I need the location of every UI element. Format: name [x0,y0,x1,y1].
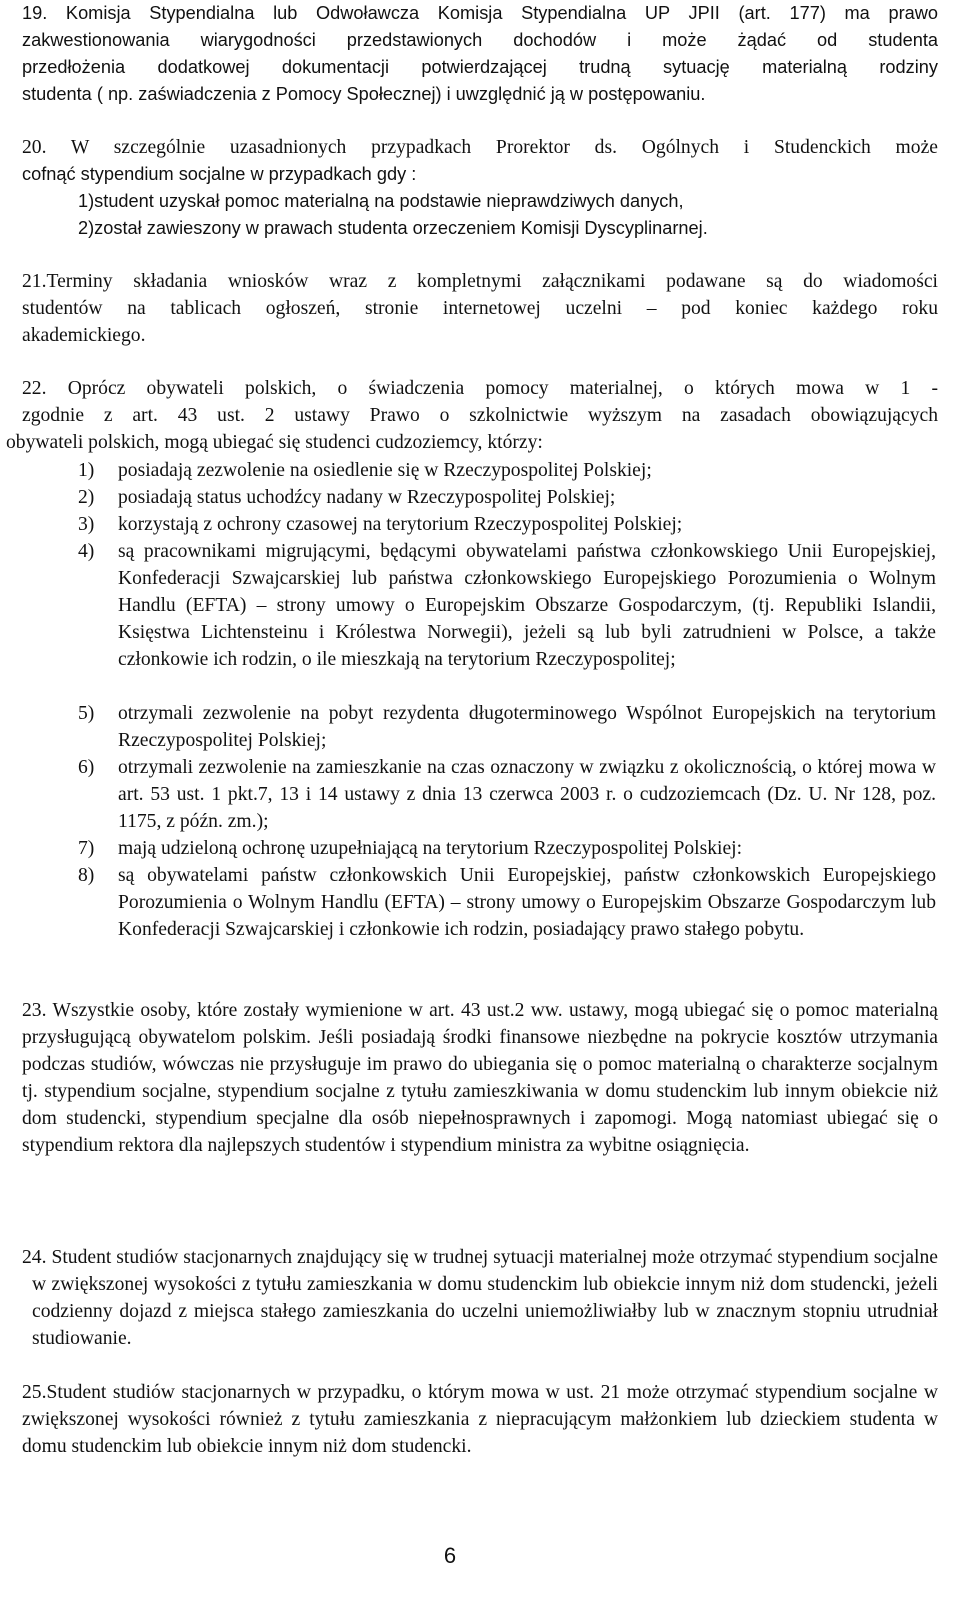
list-item [78,538,936,673]
list-item-number: 3) [78,514,95,535]
paragraph-20 [22,134,938,242]
paragraph-line: zakwestionowania wiarygodności przedstawionych dochodów i może żądać od studenta [22,30,938,50]
paragraph-line: 19. Komisja Stypendialna lub Odwoławcza Komisja Stypendialna UP JPII (art. 177) ma prawo [22,3,938,23]
list-item-text: mają udzieloną ochronę uzupełniającą na terytorium Rzeczypospolitej Polskiej: [118,838,743,859]
list-item [78,511,936,538]
list-item-text: otrzymali zezwolenie na zamieszkanie na czas oznaczony w związku z okolicznością, o której mowa w art. 53 ust. 1 pkt.7, 13 i 14 ustawy z dnia 13 czerwca 2003 r. o cudzoziemcach (Dz. U. Nr 128, poz. 1175, z późn. zm.); [118,757,936,832]
paragraph-19 [22,0,938,108]
list-item-number: 2) [78,487,95,508]
paragraph-23 [22,997,938,1159]
paragraph-line: 21.Terminy składania wniosków wraz z kompletnymi załącznikami podawane są do wiadomości [22,271,938,292]
paragraph-line: 22. Oprócz obywateli polskich, o świadczenia pomocy materialnej, o których mowa w 1 - [22,378,938,399]
paragraph-line: studentów na tablicach ogłoszeń, stronie internetowej uczelni – pod koniec każdego roku [22,298,938,319]
list-item [78,457,936,484]
list-item-number: 8) [78,865,95,886]
paragraph-line: 1)student uzyskał pomoc materialną na podstawie nieprawdziwych danych, [78,191,684,211]
list-item [78,835,936,862]
list-item-number: 5) [78,703,95,724]
paragraph-line: zgodnie z art. 43 ust. 2 ustawy Prawo o szkolnictwie wyższym na zasadach obowiązujących [22,405,938,426]
list-item [78,862,936,943]
paragraph-text: 25.Student studiów stacjonarnych w przypadku, o którym mowa w ust. 21 może otrzymać stypendium socjalne w zwiększonej wysokości również z tytułu zamieszkania z niepracującym małżonkiem lub dzieckiem studenta w domu studenckim lub obiekcie innym niż dom studencki. [22,1382,938,1457]
page-number: 6 [443,1543,457,1568]
paragraph-21 [22,268,938,349]
paragraph-25 [22,1379,938,1460]
paragraph-line: 20. W szczególnie uzasadnionych przypadkach Prorektor ds. Ogólnych i Studenckich może [22,137,938,158]
list-item-text: posiadają zezwolenie na osiedlenie się w Rzeczypospolitej Polskiej; [118,460,652,481]
list-item-text: korzystają z ochrony czasowej na terytorium Rzeczypospolitej Polskiej; [118,514,683,535]
paragraph-line: studenta ( np. zaświadczenia z Pomocy Społecznej) i uwzględnić ją w postępowaniu. [22,84,706,104]
list-item [78,484,936,511]
list-item-number: 6) [78,757,95,778]
list-item-number: 1) [78,460,95,481]
paragraph-line: cofnąć stypendium socjalne w przypadkach gdy : [22,164,417,184]
list-item-number: 4) [78,541,95,562]
paragraph-line: przedłożenia dodatkowej dokumentacji potwierdzającej trudną sytuację materialną rodziny [22,57,938,77]
list-item-text: posiadają status uchodźcy nadany w Rzeczypospolitej Polskiej; [118,487,616,508]
list-item-number: 7) [78,838,95,859]
list-item-text: są obywatelami państw członkowskich Unii Europejskiej, państw członkowskich Europejskiego Porozumienia o Wolnym Handlu (EFTA) – strony umowy o Europejskim Obszarze Gospodarczym lub Konfederacji Szwajcarskiej i członkowie ich rodzin, posiadający prawo stałego pobytu. [118,865,936,940]
list-item [78,700,936,754]
list-item [78,754,936,835]
list-item-text: są pracownikami migrującymi, będącymi obywatelami państwa członkowskiego Unii Europejskiej, Konfederacji Szwajcarskiej lub państwa członkowskiego Europejskiego Porozumienia o Wolnym Handlu (EFTA) – strony umowy o Europejskim Obszarze Gospodarczym, (tj. Republiki Islandii, Księstwa Lichtensteinu i Królestwa Norwegii), jeżeli są lub byli zatrudnieni w Polsce, a także członkowie ich rodzin, o ile mieszkają na terytorium Rzeczypospolitej; [118,541,936,670]
paragraph-line: obywateli polskich, mogą ubiegać się studenci cudzoziemcy, którzy: [6,432,543,453]
list-item-text: otrzymali zezwolenie na pobyt rezydenta długoterminowego Wspólnot Europejskich na terytorium Rzeczypospolitej Polskiej; [118,703,936,751]
paragraph-line: akademickiego. [22,325,146,346]
paragraph-line: 2)został zawieszony w prawach studenta orzeczeniem Komisji Dyscyplinarnej. [78,218,708,238]
paragraph-text: 23. Wszystkie osoby, które zostały wymienione w art. 43 ust.2 ww. ustawy, mogą ubiegać się o pomoc materialną przysługującą obywatelom polskim. Jeśli posiadają środki finansowe niezbędne na pokrycie kosztów utrzymania podczas studiów, wówczas nie przysługuje im prawo do ubiegania się o pomoc materialną o charakterze socjalnym tj. stypendium socjalne, stypendium socjalne z tytułu zamieszkiwania w domu studenckim lub innym obiekcie niż dom studencki, stypendium specjalne dla osób niepełnosprawnych i zapomogi. Mogą natomiast ubiegać się o stypendium rektora dla najlepszych studentów i stypendium ministra za wybitne osiągnięcia. [22,1000,938,1156]
paragraph-22 [6,375,938,456]
paragraph-text: 24. Student studiów stacjonarnych znajdujący się w trudnej sytuacji materialnej może otrzymać stypendium socjalne w zwiększonej wysokości z tytułu zamieszkania w domu studenckim lub obiekcie innym niż dom studencki, jeżeli codzienny dojazd z miejsca stałego zamieszkania do uczelni uniemożliwiałby lub w znacznym stopniu utrudniał studiowanie. [22,1247,938,1349]
paragraph-24 [22,1244,938,1352]
